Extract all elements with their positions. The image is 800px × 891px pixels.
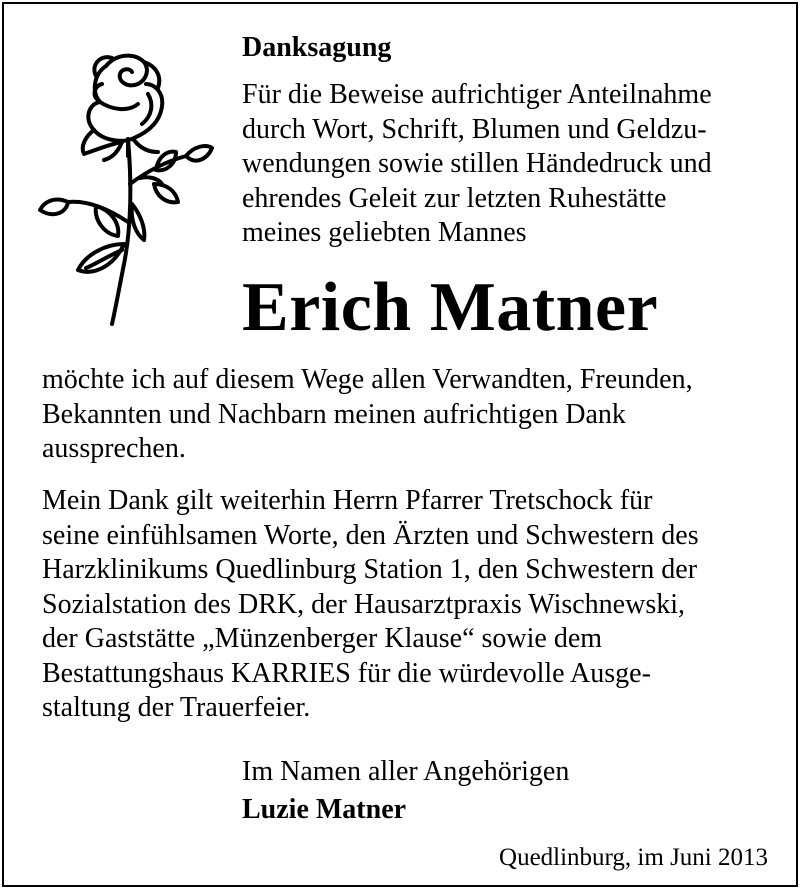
paragraph-line: Bekannten und Nachbarn meinen aufrichtigen Dank xyxy=(42,398,626,430)
paragraph-line: Mein Dank gilt weiterhin Herrn Pfarrer Tretschock für xyxy=(42,485,653,516)
paragraph-line: seine einfühlsamen Worte, den Ärzten und Schwestern des xyxy=(42,519,699,551)
paragraph-line: der Gaststätte „Münzenberger Klause“ sowie dem xyxy=(42,623,603,654)
paragraph-line: Harzklinikums Quedlinburg Station 1, den Schwestern der xyxy=(42,554,698,585)
closing-line: Im Namen aller Angehörigen xyxy=(242,756,570,787)
paragraph-line: Sozialstation des DRK, der Hausarztpraxis Wischnewski, xyxy=(42,588,686,620)
paragraph-line: aussprechen. xyxy=(42,433,186,464)
thanks-paragraph xyxy=(42,363,782,467)
paragraph-line: Bestattungshaus KARRIES für die würdevolle Ausge- xyxy=(42,657,651,689)
intro-line: meines geliebten Mannes xyxy=(242,217,527,248)
deceased-name: Erich Matner xyxy=(242,269,659,346)
intro-line: Für die Beweise aufrichtiger Anteilnahme xyxy=(242,79,712,110)
intro-line: durch Wort, Schrift, Blumen und Geldzu- xyxy=(242,113,707,145)
obituary-notice xyxy=(2,2,798,887)
paragraph-line: staltung der Trauerfeier. xyxy=(42,692,311,723)
further-thanks-paragraph xyxy=(42,484,782,726)
signer-name: Luzie Matner xyxy=(242,794,407,825)
intro-text xyxy=(242,78,782,251)
paragraph-line: möchte ich auf diesem Wege allen Verwandten, Freunden, xyxy=(42,364,693,395)
place-date: Quedlinburg, im Juni 2013 xyxy=(499,844,768,871)
intro-line: wendungen sowie stillen Händedruck und xyxy=(242,148,712,179)
intro-line: ehrendes Geleit zur letzten Ruhestätte xyxy=(242,182,667,214)
rose-icon xyxy=(36,44,221,329)
notice-heading: Danksagung xyxy=(242,32,392,63)
